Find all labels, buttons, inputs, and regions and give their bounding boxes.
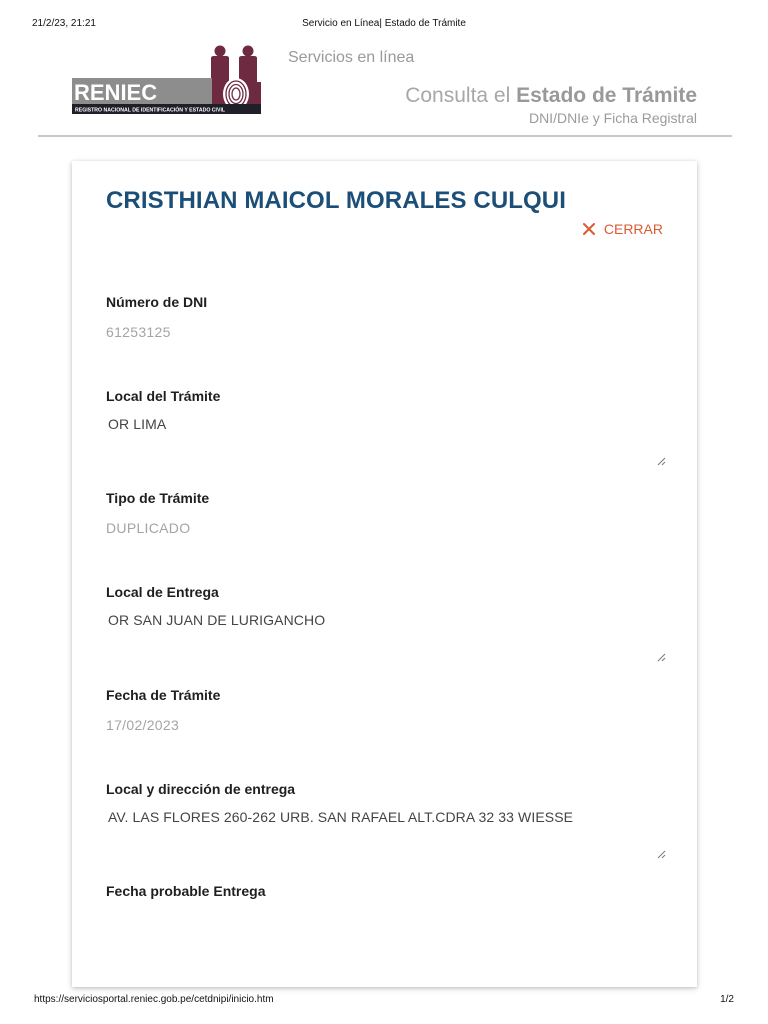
- field-local-entrega: [106, 584, 666, 662]
- field-label: Fecha probable Entrega: [106, 883, 266, 899]
- local-tramite-value: OR LIMA: [108, 416, 167, 432]
- tipo-tramite-value: DUPLICADO: [106, 520, 191, 536]
- close-icon: [582, 222, 596, 236]
- field-label: Fecha de Trámite: [106, 687, 221, 703]
- dni-value: 61253125: [106, 324, 171, 340]
- page-title-prefix: Consulta el: [405, 84, 511, 107]
- field-label: Local y dirección de entrega: [106, 781, 296, 797]
- field-dni: [106, 294, 666, 340]
- footer-url[interactable]: https://serviciosportal.reniec.gob.pe/cetdnipi/inicio.htm: [34, 994, 274, 1005]
- site-header: [38, 40, 732, 140]
- field-tipo-tramite: [106, 490, 666, 536]
- logo-subtext: REGISTRO NACIONAL DE IDENTIFICACIÓN Y ESTADO CIVIL: [75, 107, 226, 114]
- reniec-logo[interactable]: [72, 44, 266, 116]
- logo-text: RENIEC: [74, 80, 158, 105]
- print-datetime: 21/2/23, 21:21: [32, 18, 96, 29]
- person-name: CRISTHIAN MAICOL MORALES CULQUI: [106, 187, 566, 214]
- direccion-entrega-value: AV. LAS FLORES 260-262 URB. SAN RAFAEL ALT.CDRA 32 33 WIESSE: [108, 809, 574, 825]
- field-local-tramite: [106, 388, 666, 466]
- resize-handle-icon[interactable]: [656, 652, 666, 662]
- local-entrega-value: OR SAN JUAN DE LURIGANCHO: [108, 612, 326, 628]
- header-title-block: [405, 84, 697, 126]
- field-label: Número de DNI: [106, 294, 208, 310]
- result-card: [72, 161, 697, 987]
- close-label: CERRAR: [603, 221, 663, 237]
- field-label: Local de Entrega: [106, 584, 219, 600]
- page-subtitle: DNI/DNIe y Ficha Registral: [528, 110, 697, 126]
- field-direccion-entrega: [106, 781, 666, 859]
- services-label: Servicios en línea: [288, 49, 415, 66]
- resize-handle-icon[interactable]: [656, 456, 666, 466]
- page-title-bold: Estado de Trámite: [516, 84, 697, 107]
- print-header: [0, 0, 768, 40]
- local-tramite-textarea[interactable]: [106, 416, 666, 466]
- print-title: Servicio en Línea| Estado de Trámite: [302, 18, 466, 29]
- page-title: [405, 84, 697, 108]
- print-footer: [0, 994, 768, 1008]
- field-label: Tipo de Trámite: [106, 490, 210, 506]
- fecha-tramite-value: 17/02/2023: [106, 717, 180, 733]
- field-label: Local del Trámite: [106, 388, 221, 404]
- header-divider: [38, 135, 732, 137]
- resize-handle-icon[interactable]: [656, 849, 666, 859]
- close-button[interactable]: [582, 221, 663, 237]
- direccion-entrega-textarea[interactable]: [106, 809, 666, 859]
- field-fecha-tramite: [106, 687, 666, 733]
- local-entrega-textarea[interactable]: [106, 612, 666, 662]
- footer-page-number: 1/2: [720, 994, 734, 1005]
- field-fecha-probable: [106, 883, 666, 913]
